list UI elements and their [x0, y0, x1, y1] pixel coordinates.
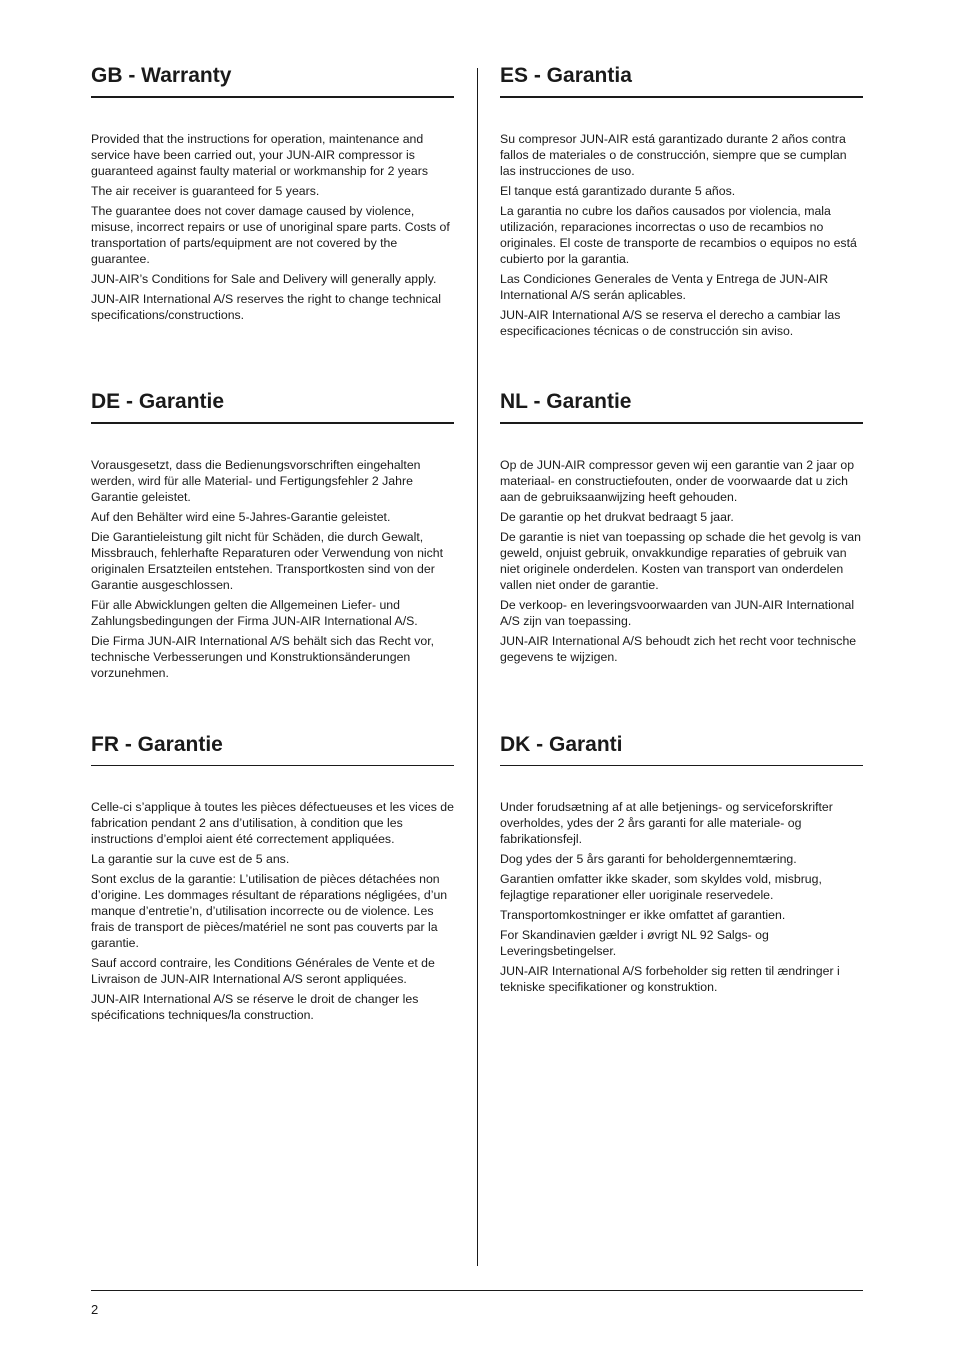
page-number: 2: [91, 1302, 99, 1317]
paragraph: Celle-ci s’applique à toutes les pièces défectueuses et les vices de fabrication pendant 2 ans d’utilisation, à condition que les instructions d’emploi aient été correctement appliquées.: [91, 800, 454, 846]
section-de-garantie: [91, 390, 454, 685]
paragraph: JUN-AIR International A/S se reserva el derecho a cambiar las especificaciones técnicas o de construcción sin aviso.: [500, 308, 841, 338]
section-nl-garantie: [500, 390, 863, 669]
paragraph: Die Firma JUN-AIR International A/S behält sich das Recht vor, technische Verbesserungen und Konstruktionsänderungen vorzunehmen.: [91, 634, 435, 680]
paragraph: Provided that the instructions for operation, maintenance and service have been carried out, your JUN-AIR compressor is guaranteed against faulty material or workmanship for 2 years: [91, 132, 428, 178]
section-body-dk: [500, 799, 863, 995]
paragraph: Dog ydes der 5 års garanti for beholdergennemtæring.: [500, 852, 797, 866]
section-heading-gb: GB - Warranty: [91, 64, 454, 98]
section-heading-de: DE - Garantie: [91, 390, 454, 424]
paragraph: De verkoop- en leveringsvoorwaarden van JUN-AIR International A/S zijn van toepassing.: [500, 598, 855, 628]
paragraph: For Skandinavien gælder i øvrigt NL 92 Salgs- og Leveringsbetingelser.: [500, 928, 769, 958]
paragraph: De garantie op het drukvat bedraagt 5 jaar.: [500, 510, 734, 524]
section-heading-fr: FR - Garantie: [91, 733, 454, 766]
paragraph: Vorausgesetzt, dass die Bedienungsvorschriften eingehalten werden, wird für alle Material- und Fertigungsfehler 2 Jahre Garantie geleistet.: [91, 458, 421, 504]
paragraph: Die Garantieleistung gilt nicht für Schäden, die durch Gewalt, Missbrauch, fehlerhafte Reparaturen oder Verwendung von nicht originalen Ersatzteilen entstehen. Transportkosten sind von der Garantie ausgeschlossen.: [91, 530, 444, 592]
section-body-de: [91, 457, 454, 681]
paragraph: La garantie sur la cuve est de 5 ans.: [91, 852, 290, 866]
paragraph: Sauf accord contraire, les Conditions Générales de Vente et de Livraison de JUN-AIR International A/S seront appliquées.: [91, 956, 435, 986]
column-divider: [477, 68, 478, 1266]
section-fr-garantie: [91, 733, 454, 1027]
paragraph: El tanque está garantizado durante 5 años.: [500, 184, 736, 198]
paragraph: JUN-AIR International A/S se réserve le droit de changer les spécifications techniques/la construction.: [91, 992, 419, 1022]
paragraph: JUN-AIR’s Conditions for Sale and Delivery will generally apply.: [91, 272, 437, 286]
paragraph: Su compresor JUN-AIR está garantizado durante 2 años contra fallos de materiales o de construcción, siempre que se cumplan las instrucciones de uso.: [500, 132, 847, 178]
paragraph: The air receiver is guaranteed for 5 years.: [91, 184, 320, 198]
paragraph: Auf den Behälter wird eine 5-Jahres-Garantie geleistet.: [91, 510, 391, 524]
section-dk-garanti: [500, 733, 863, 999]
paragraph: Op de JUN-AIR compressor geven wij een garantie van 2 jaar op materiaal- en constructiefouten, onder de voorwaarde dat u zich aan de gebruiksaanwijzing heeft gehouden.: [500, 458, 855, 504]
section-body-gb: [91, 131, 454, 323]
paragraph: JUN-AIR International A/S forbeholder sig retten til ændringer i tekniske specifikationer og konstruktion.: [500, 964, 840, 994]
paragraph: La garantia no cubre los daños causados por violencia, mala utilización, reparaciones incorrectas o uso de recambios no originales. El coste de transporte de recambios o equipos no está cubierto por la garantia.: [500, 204, 857, 266]
paragraph: JUN-AIR International A/S reserves the right to change technical specifications/constructions.: [91, 292, 441, 322]
section-body-nl: [500, 457, 863, 665]
paragraph: Transportomkostninger er ikke omfattet af garantien.: [500, 908, 786, 922]
section-body-fr: [91, 799, 454, 1023]
paragraph: De garantie is niet van toepassing op schade die het gevolg is van geweld, onjuist gebruik, onvakkundige reparaties of gebruik van niet originele onderdelen. Kosten van transport van onderdelen vallen niet onder de garantie.: [500, 530, 861, 592]
section-es-garantia: [500, 64, 863, 343]
paragraph: Sont exclus de la garantie: L’utilisation de pièces détachées non d’origine. Les dommages résultant de réparations négligées, d’un manque d’entretie’n, d’utilisation incorrecte ou de violence. Les frais de transport de pièces/matériel ne sont pas couverts par la garantie.: [91, 872, 448, 950]
paragraph: Garantien omfatter ikke skader, som skyldes vold, misbrug, fejlagtige reparationer eller uoriginale reservedele.: [500, 872, 822, 902]
section-heading-dk: DK - Garanti: [500, 733, 863, 766]
section-gb-warranty: [91, 64, 454, 327]
footer-rule: [91, 1290, 863, 1291]
section-heading-es: ES - Garantia: [500, 64, 863, 98]
paragraph: Under forudsætning af at alle betjenings- og serviceforskrifter overholdes, ydes der 2 års garanti for alle materiale- og fabrikationsfejl.: [500, 800, 833, 846]
paragraph: The guarantee does not cover damage caused by violence, misuse, incorrect repairs or use of unoriginal spare parts. Costs of transportation of parts/equipment are not covered by the guarantee.: [91, 204, 450, 266]
paragraph: JUN-AIR International A/S behoudt zich het recht voor technische gegevens te wijzigen.: [500, 634, 857, 664]
paragraph: Für alle Abwicklungen gelten die Allgemeinen Liefer- und Zahlungsbedingungen der Firma JUN-AIR International A/S.: [91, 598, 418, 628]
paragraph: Las Condiciones Generales de Venta y Entrega de JUN-AIR International A/S serán aplicables.: [500, 272, 829, 302]
section-heading-nl: NL - Garantie: [500, 390, 863, 424]
section-body-es: [500, 131, 863, 339]
